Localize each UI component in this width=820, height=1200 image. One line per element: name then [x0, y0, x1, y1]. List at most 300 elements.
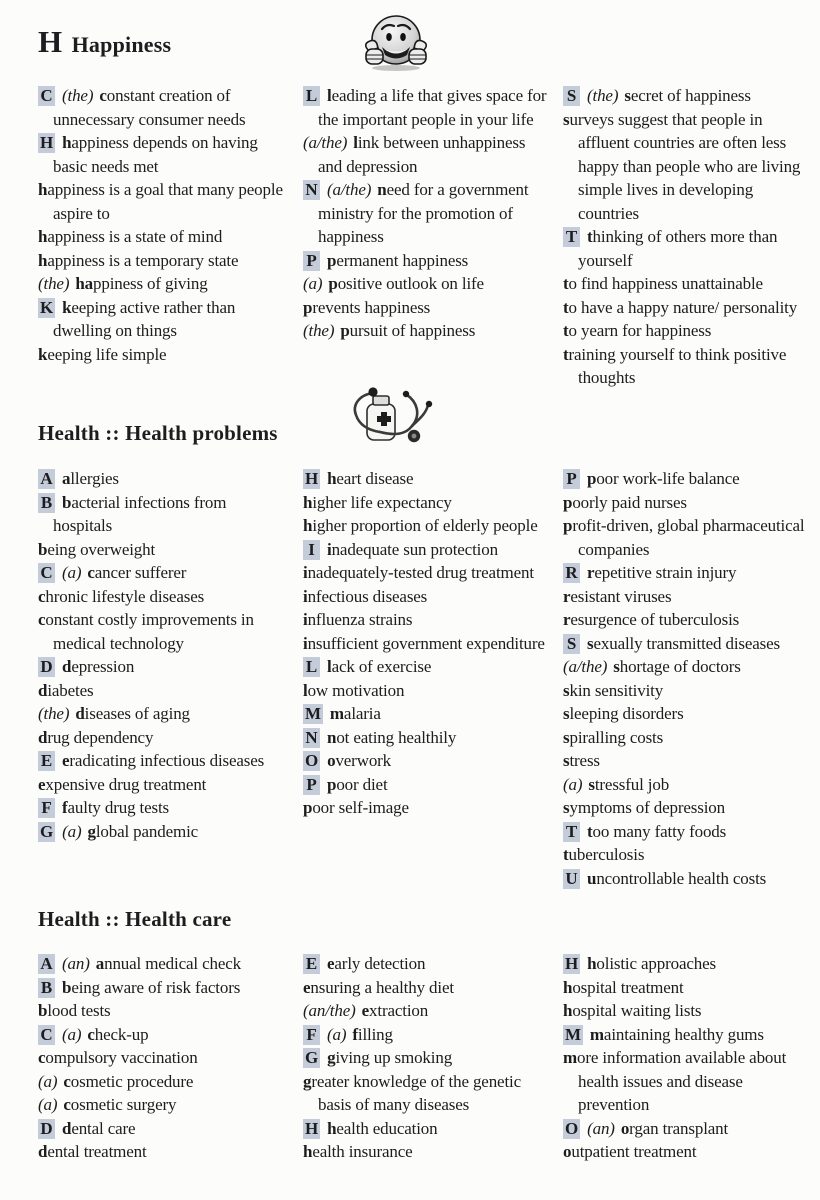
- entry-lead-letter: h: [303, 492, 313, 512]
- entry: [563, 952, 810, 976]
- entry-text: osmetic surgery: [70, 1095, 177, 1114]
- entry: [303, 1046, 550, 1070]
- entry-text: ealth insurance: [312, 1142, 413, 1161]
- entry: [563, 843, 810, 867]
- entry-text: rofit-driven, global pharmaceutical companies: [572, 516, 805, 559]
- entry-text: xpensive drug treatment: [45, 774, 207, 794]
- entry-text: ospital waiting lists: [572, 1001, 702, 1020]
- entry-lead-letter: b: [38, 539, 48, 559]
- entry-lead-letter: s: [587, 633, 594, 653]
- entry-text: illing: [357, 1024, 393, 1044]
- entry-text: exually transmitted diseases: [593, 633, 780, 653]
- entry-text: eart disease: [336, 469, 414, 488]
- entry-lead-letter: p: [340, 321, 350, 340]
- entry-lead-letter: h: [563, 1001, 573, 1020]
- entry-text: ompulsory vaccination: [45, 1048, 198, 1067]
- entry-lead-letter: h: [38, 227, 48, 246]
- article-label: (a): [38, 1071, 58, 1091]
- article-label: (a/the): [303, 133, 348, 152]
- entry-text: ursuit of happiness: [349, 321, 476, 340]
- entry-lead-letter: s: [613, 657, 620, 676]
- entry-text: aulty drug tests: [67, 798, 169, 817]
- section-title: Health :: Health problems: [38, 421, 278, 445]
- entry-lead-letter: i: [327, 539, 332, 559]
- entry: [303, 84, 550, 131]
- column: [38, 467, 303, 890]
- entry-text: llergies: [70, 469, 119, 488]
- entry-text: nfectious diseases: [307, 586, 428, 606]
- entry-lead-letter: l: [327, 657, 332, 676]
- index-letter-badge: L: [303, 657, 320, 677]
- index-letter-badge: B: [38, 978, 55, 998]
- article-label: (a): [38, 1095, 58, 1114]
- entry: [303, 296, 550, 320]
- entry: [563, 608, 810, 632]
- index-letter-badge: D: [38, 1119, 55, 1139]
- entry-text: kin sensitivity: [569, 680, 664, 700]
- columns: [38, 467, 810, 890]
- entry-text: urveys suggest that people in affluent countries are often less happy than people who are living simple lives in developing countries: [569, 109, 801, 223]
- column: [563, 467, 810, 890]
- entry: [563, 272, 810, 296]
- entry: [563, 319, 810, 343]
- section-header: [38, 906, 810, 935]
- entry-text: leeping disorders: [569, 704, 684, 723]
- entry: [563, 84, 810, 108]
- entry: [563, 999, 810, 1023]
- entry: [38, 561, 289, 585]
- entry: [303, 467, 550, 491]
- entry-lead-letter: s: [563, 751, 570, 770]
- article-label: (a): [62, 1024, 82, 1044]
- entry-text: rgan transplant: [629, 1118, 729, 1138]
- entry: [303, 131, 550, 178]
- entry-lead-letter: s: [563, 704, 570, 723]
- entry-lead-letter: c: [87, 1024, 95, 1044]
- entry-lead-letter: m: [329, 704, 344, 723]
- entry-text: o yearn for happiness: [568, 321, 712, 340]
- entry-lead-letter: d: [38, 680, 48, 700]
- entry-lead-letter: e: [62, 751, 70, 770]
- entry-text: arly detection: [334, 954, 426, 973]
- entry: [38, 1117, 289, 1141]
- entry-lead-letter: g: [87, 821, 96, 841]
- entry-lead-letter: e: [361, 1001, 370, 1020]
- entry-text: appiness depends on having basic needs met: [53, 133, 258, 176]
- index-letter-badge: O: [305, 751, 319, 770]
- entry-lead-letter: t: [563, 274, 569, 293]
- entry-lead-letter: i: [303, 586, 308, 606]
- entry-text: heck-up: [94, 1024, 149, 1044]
- entry: [303, 1070, 550, 1117]
- entry-lead-letter: h: [327, 469, 337, 488]
- entry-text: ancer sufferer: [94, 563, 187, 582]
- entry-lead-letter: n: [327, 727, 337, 747]
- entry-text: appiness is a state of mind: [47, 227, 223, 246]
- entry: [38, 679, 289, 703]
- entry-lead-letter: d: [62, 657, 72, 676]
- entry: [563, 561, 810, 585]
- entry-lead-letter: p: [587, 469, 597, 488]
- article-label: (the): [62, 86, 94, 105]
- article-label: (a/the): [563, 657, 608, 676]
- entry-text: oo many fatty foods: [592, 821, 727, 841]
- entry: [303, 952, 550, 976]
- entry: [303, 1140, 550, 1164]
- index-letter-badge: M: [305, 704, 321, 723]
- entry-text: appiness is a goal that many people aspire to: [47, 180, 283, 223]
- entry-lead-letter: u: [587, 868, 597, 888]
- index-letter-badge: M: [565, 1024, 581, 1044]
- index-letter-badge: T: [563, 822, 580, 842]
- columns: [38, 84, 810, 390]
- entry: [38, 749, 289, 773]
- entry: [38, 272, 289, 296]
- entry-lead-letter: c: [87, 563, 95, 582]
- entry-lead-letter: a: [62, 469, 71, 488]
- entry-text: hortage of doctors: [619, 657, 741, 676]
- entry-text: acterial infections from hospitals: [53, 492, 227, 535]
- entry-text: ental care: [71, 1118, 136, 1138]
- index-letter-badge: P: [303, 775, 320, 795]
- entry: [38, 796, 289, 820]
- entry-lead-letter: s: [563, 727, 570, 747]
- entry: [563, 514, 810, 561]
- entry: [38, 820, 289, 844]
- index-letter-badge: R: [563, 563, 580, 583]
- entry-text: verwork: [335, 751, 392, 770]
- article-label: (a/the): [327, 180, 372, 199]
- index-letter-badge: C: [38, 1025, 55, 1045]
- entry-text: raining yourself to think positive thoughts: [568, 344, 787, 387]
- entry: [303, 249, 550, 273]
- entry-text: ospital treatment: [572, 977, 684, 997]
- entry-lead-letter: l: [353, 133, 358, 152]
- entry-text: hronic lifestyle diseases: [45, 586, 205, 606]
- entry-lead-letter: p: [303, 297, 313, 317]
- stethoscope-icon: [343, 383, 433, 462]
- entry-text: oor work-life balance: [596, 469, 740, 488]
- happy-face-icon: [352, 14, 440, 77]
- entry: [303, 773, 550, 797]
- entry-text: aintaining healthy gums: [603, 1024, 764, 1044]
- entry-lead-letter: c: [38, 610, 46, 629]
- entry-lead-letter: l: [327, 86, 332, 105]
- index-letter-badge: G: [40, 821, 54, 841]
- entry-text: tressful job: [594, 774, 670, 794]
- index-letter-badge: A: [38, 469, 55, 489]
- entry: [303, 608, 550, 632]
- entry-text: iving up smoking: [335, 1048, 453, 1067]
- entry: [303, 1117, 550, 1141]
- entry-lead-letter: a: [95, 954, 105, 973]
- article-label: (a): [563, 774, 583, 794]
- article-label: (the): [587, 86, 619, 105]
- entry-lead-letter: e: [303, 977, 311, 997]
- entry-text: oor self-image: [312, 798, 409, 817]
- section-health-problems: [38, 420, 810, 890]
- index-letter-badge: D: [38, 657, 55, 677]
- entry-lead-letter: i: [303, 610, 308, 629]
- article-label: (the): [303, 321, 335, 340]
- entry: [563, 1046, 810, 1117]
- entry-text: igher proportion of elderly people: [312, 516, 538, 535]
- entry-lead-letter: m: [563, 1048, 578, 1067]
- entry-lead-letter: o: [563, 1142, 572, 1161]
- entry: [563, 820, 810, 844]
- column: [563, 84, 810, 390]
- entry-lead-letter: r: [563, 610, 571, 629]
- entry-lead-letter: t: [563, 845, 569, 864]
- entry-lead-letter: t: [587, 821, 593, 841]
- column: [303, 467, 563, 890]
- index-letter-badge: H: [565, 954, 579, 973]
- entry-lead-letter: e: [327, 954, 335, 973]
- index-letter-badge: A: [38, 954, 55, 974]
- entry-text: ental treatment: [47, 1142, 147, 1161]
- index-letter-badge: N: [303, 180, 320, 200]
- entry-text: oor diet: [336, 774, 388, 794]
- index-letter-badge: E: [303, 954, 320, 974]
- article-label: (the): [38, 274, 70, 293]
- entry-text: revents happiness: [312, 297, 431, 317]
- entry-text: uberculosis: [568, 845, 645, 864]
- entry: [38, 726, 289, 750]
- entry-text: ecret of happiness: [630, 86, 751, 105]
- entry-lead-letter: s: [624, 86, 631, 105]
- entry-lead-letter: c: [38, 586, 46, 606]
- index-letter-badge: K: [40, 297, 54, 317]
- entry-text: esistant viruses: [570, 586, 672, 606]
- entry-text: ealth education: [336, 1118, 438, 1138]
- entry-lead-letter: i: [303, 563, 308, 582]
- entry: [303, 655, 550, 679]
- entry-lead-letter: h: [327, 1118, 337, 1138]
- entry-text: ot eating healthily: [336, 727, 457, 747]
- entry: [38, 952, 289, 976]
- article-label: (a): [303, 274, 323, 293]
- entry-lead-letter: s: [563, 109, 570, 129]
- entry: [563, 343, 810, 390]
- entry-lead-letter: e: [38, 774, 46, 794]
- entry-lead-letter: l: [303, 680, 308, 700]
- entry: [563, 749, 810, 773]
- entry: [563, 796, 810, 820]
- entry-text: eing overweight: [47, 539, 156, 559]
- index-letter-badge: E: [38, 751, 55, 771]
- entry: [38, 655, 289, 679]
- entry-text: reater knowledge of the genetic basis of many diseases: [311, 1071, 521, 1114]
- entry-text: appiness is a temporary state: [47, 250, 239, 270]
- entry: [563, 655, 810, 679]
- entry-lead-letter: r: [563, 586, 571, 606]
- entry-text: nsuring a healthy diet: [310, 977, 454, 997]
- column: [38, 84, 303, 390]
- entry-lead-letter: h: [303, 516, 313, 535]
- article-label: (the): [38, 704, 70, 723]
- entry-text: ppiness of giving: [93, 274, 208, 293]
- article-label: (a): [62, 563, 82, 582]
- entry-lead-letter: p: [303, 798, 313, 817]
- index-letter-badge: F: [303, 1025, 320, 1045]
- entry-text: nsufficient government expenditure: [307, 633, 545, 653]
- columns: [38, 952, 810, 1164]
- entry: [38, 343, 289, 367]
- index-letter-badge: S: [563, 634, 580, 654]
- section-health-care: [38, 906, 810, 1164]
- entry: [38, 585, 289, 609]
- article-label: (a): [62, 821, 82, 841]
- entry: [563, 976, 810, 1000]
- entry-text: radicating infectious diseases: [69, 751, 265, 770]
- entry: [303, 999, 550, 1023]
- entry-text: iseases of aging: [84, 704, 190, 723]
- entry-text: epetitive strain injury: [594, 563, 737, 582]
- entry: [563, 726, 810, 750]
- entry-text: ack of exercise: [331, 657, 432, 676]
- entry: [563, 632, 810, 656]
- entry: [38, 773, 289, 797]
- article-label: (an): [587, 1118, 615, 1138]
- index-letter-badge: C: [38, 563, 55, 583]
- entry-lead-letter: i: [303, 633, 308, 653]
- entry: [303, 679, 550, 703]
- entry-lead-letter: d: [38, 1142, 48, 1161]
- article-label: (a): [327, 1024, 347, 1044]
- entry-text: ymptoms of depression: [569, 798, 725, 817]
- entry-lead-letter: c: [99, 86, 107, 105]
- index-letter-badge: H: [40, 133, 54, 152]
- index-letter-badge: O: [565, 1118, 579, 1138]
- entry: [303, 319, 550, 343]
- entry: [303, 796, 550, 820]
- entry-lead-letter: f: [62, 798, 68, 817]
- entry: [38, 608, 289, 655]
- entry: [303, 749, 550, 773]
- column: [38, 952, 303, 1164]
- entry: [563, 1140, 810, 1164]
- entry-text: osmetic procedure: [70, 1071, 194, 1091]
- entry-text: ermanent happiness: [336, 250, 469, 270]
- entry-text: olistic approaches: [596, 954, 716, 973]
- entry-text: oorly paid nurses: [572, 492, 687, 512]
- entry: [563, 491, 810, 515]
- entry-lead-letter: t: [563, 344, 569, 364]
- entry-lead-letter: k: [38, 344, 48, 364]
- entry: [38, 1093, 289, 1117]
- entry: [303, 702, 550, 726]
- entry-text: o find happiness unattainable: [568, 274, 763, 293]
- entry-lead-letter: p: [327, 250, 337, 270]
- entry: [303, 178, 550, 249]
- index-letter-badge: T: [563, 227, 580, 247]
- entry: [563, 1023, 810, 1047]
- entry-lead-letter: r: [587, 563, 595, 582]
- entry: [303, 585, 550, 609]
- entry-lead-letter: m: [589, 1024, 604, 1044]
- entry: [38, 491, 289, 538]
- index-letter-badge: H: [305, 1118, 319, 1138]
- entry: [303, 538, 550, 562]
- column: [303, 952, 563, 1164]
- entry: [563, 585, 810, 609]
- entry-lead-letter: n: [377, 180, 387, 199]
- entry-lead-letter: g: [303, 1071, 312, 1091]
- entry: [303, 632, 550, 656]
- article-label: (an): [62, 954, 90, 973]
- index-letter-badge: I: [303, 540, 320, 560]
- index-letter-badge: H: [305, 469, 319, 488]
- entry-text: xtraction: [369, 1001, 429, 1020]
- entry: [303, 1023, 550, 1047]
- entry: [303, 976, 550, 1000]
- entry-lead-letter: c: [63, 1071, 71, 1091]
- entry-lead-letter: h: [38, 250, 48, 270]
- entry-lead-letter: k: [62, 297, 72, 317]
- entry: [303, 561, 550, 585]
- entry-text: lood tests: [47, 1001, 111, 1020]
- entry: [563, 225, 810, 272]
- entry-text: ink between unhappiness and depression: [318, 133, 526, 176]
- entry-text: ncontrollable health costs: [596, 868, 767, 888]
- index-letter-badge: C: [38, 86, 55, 106]
- entry-lead-letter: t: [563, 321, 569, 340]
- entry-text: utpatient treatment: [571, 1142, 697, 1161]
- entry: [38, 1140, 289, 1164]
- entry-text: nnual medical check: [104, 954, 241, 973]
- entry-lead-letter: o: [620, 1118, 630, 1138]
- entry-lead-letter: p: [563, 516, 573, 535]
- entry-lead-letter: g: [327, 1048, 336, 1067]
- section-title: Health :: Health care: [38, 907, 232, 931]
- entry-lead-letter: c: [38, 1048, 46, 1067]
- entry-text: ositive outlook on life: [337, 274, 484, 293]
- entry-lead-letter: h: [587, 954, 597, 973]
- entry-text: eading a life that gives space for the important people in your life: [318, 86, 547, 129]
- entry: [563, 773, 810, 797]
- index-letter-badge: U: [563, 869, 580, 889]
- entry: [38, 999, 289, 1023]
- index-letter-badge: L: [303, 86, 320, 106]
- entry-lead-letter: s: [563, 798, 570, 817]
- entry: [563, 467, 810, 491]
- entry: [303, 514, 550, 538]
- entry: [563, 1117, 810, 1141]
- entry-lead-letter: b: [38, 1001, 48, 1020]
- entry: [38, 1023, 289, 1047]
- entry-text: eeping active rather than dwelling on things: [53, 297, 236, 340]
- entry-text: alaria: [343, 704, 381, 723]
- section-initial-letter: H: [38, 24, 63, 59]
- index-letter-badge: G: [305, 1048, 319, 1067]
- index-letter-badge: F: [38, 798, 55, 818]
- entry: [38, 249, 289, 273]
- index-letter-badge: P: [563, 469, 580, 489]
- entry-lead-letter: d: [38, 727, 48, 747]
- entry: [38, 538, 289, 562]
- entry-text: esurgence of tuberculosis: [570, 610, 740, 629]
- entry-text: epression: [71, 657, 135, 676]
- entry-text: ore information available about health issues and disease prevention: [577, 1048, 787, 1114]
- entry: [38, 702, 289, 726]
- entry-text: hinking of others more than yourself: [578, 227, 778, 270]
- entry-text: eing aware of risk factors: [71, 977, 241, 997]
- entry-lead-letter: p: [328, 274, 338, 293]
- entry-text: piralling costs: [569, 727, 664, 747]
- entry-text: igher life expectancy: [312, 492, 452, 512]
- entry-text: tress: [569, 751, 600, 770]
- entry: [38, 296, 289, 343]
